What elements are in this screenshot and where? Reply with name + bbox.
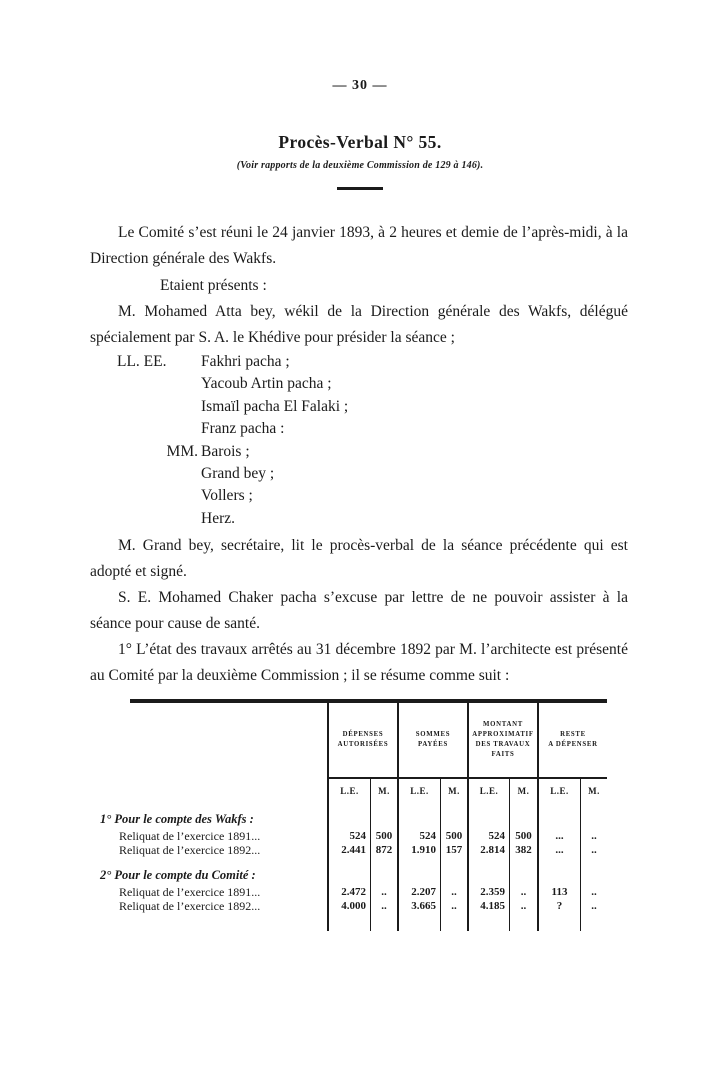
document-subtitle: (Voir rapports de la deuxième Commission de 129 à 146). — [236, 160, 484, 171]
table-cell: 2.472 — [327, 885, 370, 899]
table-cell: 3.665 — [397, 899, 440, 913]
unit-header-le: L.E. — [467, 777, 509, 803]
attendee-line — [90, 373, 628, 395]
attendee-line — [90, 485, 628, 507]
attendee-line — [90, 351, 628, 373]
table-cell: .. — [370, 899, 397, 913]
table-row-label: Reliquat de l’exercice 1891... — [119, 885, 261, 900]
table-cell — [370, 913, 397, 931]
paragraph-works-state: 1° L’état des travaux arrêtés au 31 décembre 1892 par M. l’architecte est présenté au Comité par la deuxième Commission ; il se résume comme suit : — [90, 641, 628, 685]
table-section-label: 2° Pour le compte du Comité : — [100, 868, 256, 883]
table-cell — [440, 803, 467, 829]
table-cell: 500 — [370, 829, 397, 843]
table-cell — [327, 913, 370, 931]
attendee-prefix: MM. — [166, 442, 198, 460]
column-header-line: APPROXIMATIF — [472, 731, 534, 739]
table-cell — [327, 803, 370, 829]
column-header-line: FAITS — [491, 751, 515, 759]
table-cell: 2.207 — [397, 885, 440, 899]
text-block — [90, 220, 628, 689]
attendee-name: Fakhri pacha ; — [201, 353, 290, 370]
table-cell: 524 — [467, 829, 509, 843]
unit-header-le: L.E. — [397, 777, 440, 803]
table-tail-stub — [90, 913, 327, 931]
column-header-reste-a-depenser — [537, 703, 607, 777]
attendee-line — [90, 418, 628, 440]
paragraph-president: M. Mohamed Atta bey, wékil de la Direction générale des Wakfs, délégué spécialement par S. A. le Khédive pour présider la séance ; — [90, 303, 628, 346]
table-cell: 113 — [537, 885, 580, 899]
attendee-name: Ismaïl pacha El Falaki ; — [201, 397, 349, 415]
table-cell: 1.910 — [397, 843, 440, 857]
column-header-line: RESTE — [560, 731, 586, 739]
table-cell: 2.814 — [467, 843, 509, 857]
table-cell: ? — [537, 899, 580, 913]
attendee-name: Yacoub Artin pacha ; — [201, 375, 332, 393]
document-title: Procès-Verbal N° 55. — [278, 132, 442, 152]
table-cell: ... — [537, 843, 580, 857]
table-cell: 4.000 — [327, 899, 370, 913]
paragraph-secretary: M. Grand bey, secrétaire, lit le procès-verbal de la séance précédente qui est adopté et signé. — [90, 537, 628, 581]
attendee-name: Herz. — [201, 509, 235, 527]
table-cell — [537, 913, 580, 931]
attendee-line — [90, 441, 628, 463]
column-header-line: MONTANT — [483, 721, 523, 729]
table-cell: ... — [537, 829, 580, 843]
column-header-line: SOMMES — [415, 731, 451, 739]
table-cell: 500 — [509, 829, 537, 843]
table-cell — [509, 803, 537, 829]
attendee-line — [90, 396, 628, 418]
table-cell — [467, 913, 509, 931]
table-cell: 157 — [440, 843, 467, 857]
column-header-line: PAYÉES — [418, 741, 448, 749]
table-cell — [467, 857, 509, 885]
column-header-line: AUTORISÉES — [337, 741, 389, 749]
table-cell — [440, 857, 467, 885]
table-cell — [440, 913, 467, 931]
table-cell: .. — [509, 885, 537, 899]
table-cell: 524 — [397, 829, 440, 843]
table-cell — [537, 803, 580, 829]
attendee-name: Vollers ; — [201, 487, 253, 505]
attendee-line — [90, 508, 628, 530]
table-cell — [467, 803, 509, 829]
divider-rule — [337, 187, 383, 190]
table-cell: .. — [370, 885, 397, 899]
attendee-line — [90, 463, 628, 485]
table-cell: 872 — [370, 843, 397, 857]
table-row-label: Reliquat de l’exercice 1892... — [119, 843, 261, 858]
table-cell — [580, 913, 607, 931]
unit-header-m: M. — [370, 777, 397, 803]
table-cell: .. — [509, 899, 537, 913]
column-header-depenses-autorisees — [327, 703, 397, 777]
page-number: — 30 — — [332, 78, 388, 93]
table-cell: 2.359 — [467, 885, 509, 899]
table-cell: 4.185 — [467, 899, 509, 913]
attendees-list — [90, 351, 628, 530]
attendee-name: Grand bey ; — [201, 465, 275, 483]
paragraph-present-heading: Etaient présents : — [160, 277, 267, 294]
table-cell — [580, 857, 607, 885]
column-header-line: DÉPENSES — [342, 731, 384, 739]
table-cell — [397, 857, 440, 885]
paragraph-meeting: Le Comité s’est réuni le 24 janvier 1893, à 2 heures et demie de l’après-midi, à la Direction générale des Wakfs. — [90, 224, 628, 267]
table-row-label: Reliquat de l’exercice 1891... — [119, 829, 261, 844]
column-header-sommes-payees — [397, 703, 467, 777]
table-cell: .. — [580, 899, 607, 913]
unit-header-le: L.E. — [327, 777, 370, 803]
table-cell: 500 — [440, 829, 467, 843]
table-cell: .. — [580, 885, 607, 899]
table-cell: .. — [580, 843, 607, 857]
column-header-line: A DÉPENSER — [548, 741, 598, 749]
table-cell: .. — [580, 829, 607, 843]
table-cell: 2.441 — [327, 843, 370, 857]
table-cell — [397, 913, 440, 931]
table-cell — [509, 913, 537, 931]
column-header-line: DES TRAVAUX — [475, 741, 531, 749]
table-cell: .. — [440, 885, 467, 899]
table-cell — [580, 803, 607, 829]
table-cell: 524 — [327, 829, 370, 843]
table-cell — [397, 803, 440, 829]
table-cell — [370, 803, 397, 829]
attendee-name: Franz pacha : — [201, 420, 285, 438]
table-cell: .. — [440, 899, 467, 913]
table-grid — [90, 703, 607, 931]
paragraph-excuse: S. E. Mohamed Chaker pacha s’excuse par lettre de ne pouvoir assister à la séance pour cause de santé. — [90, 589, 628, 633]
table-cell — [370, 857, 397, 885]
table-cell — [327, 857, 370, 885]
table-header-stub — [90, 703, 327, 777]
table-cell — [537, 857, 580, 885]
attendee-prefix: LL. EE. — [117, 353, 167, 370]
unit-header-le: L.E. — [537, 777, 580, 803]
table-cell: 382 — [509, 843, 537, 857]
table-section-label: 1° Pour le compte des Wakfs : — [100, 812, 254, 827]
column-header-montant-travaux — [467, 703, 537, 777]
unit-header-m: M. — [580, 777, 607, 803]
attendee-name: Barois ; — [201, 442, 250, 460]
table-cell — [509, 857, 537, 885]
expense-table — [90, 699, 607, 931]
unit-header-m: M. — [509, 777, 537, 803]
table-row-label: Reliquat de l’exercice 1892... — [119, 899, 261, 914]
table-subheader-stub — [90, 777, 327, 803]
unit-header-m: M. — [440, 777, 467, 803]
